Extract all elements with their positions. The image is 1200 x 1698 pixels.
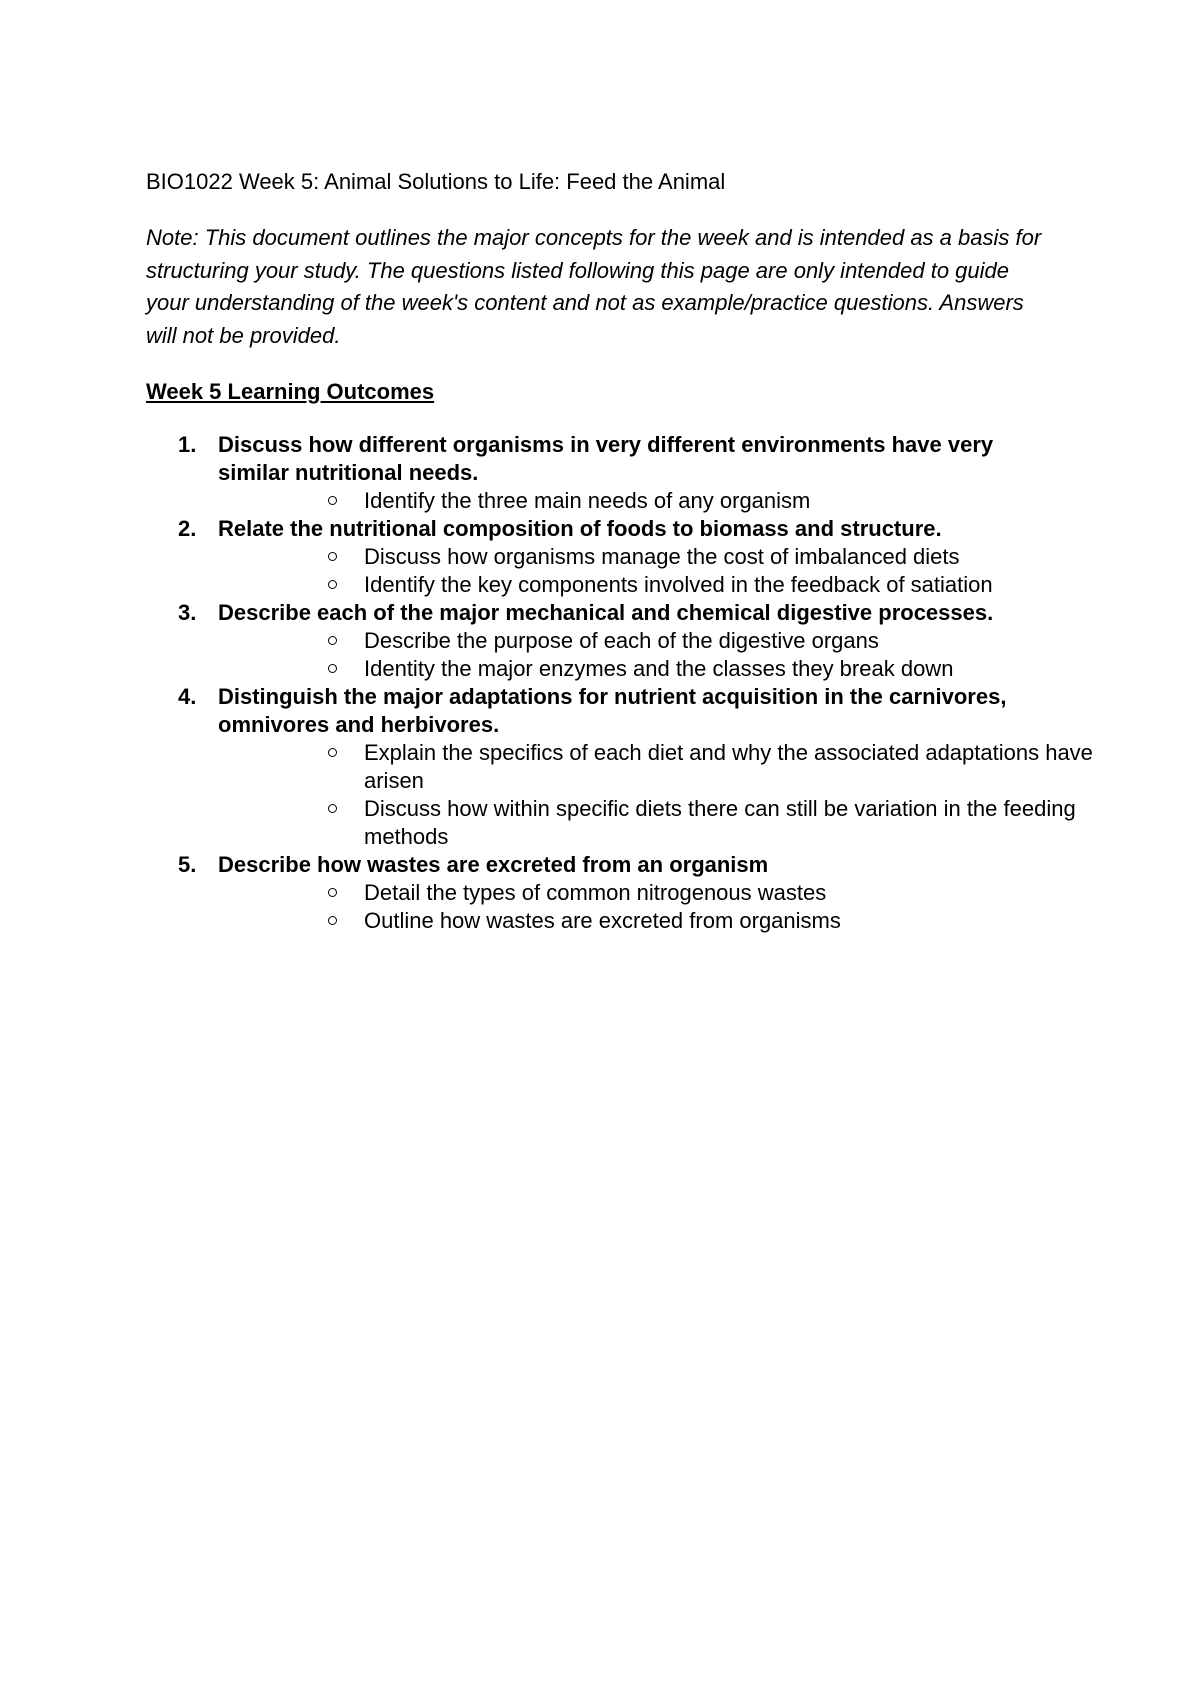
outcome-number: 2. xyxy=(178,516,197,541)
subpoint-item xyxy=(218,627,1046,655)
outcome-subpoints xyxy=(218,543,1046,599)
subpoint-item xyxy=(218,907,1046,935)
outcome-text: Describe how wastes are excreted from an organism xyxy=(218,852,769,877)
subpoint-item xyxy=(218,487,1046,515)
outcome-subpoints xyxy=(218,739,1093,851)
outcome-item xyxy=(146,599,1046,683)
outcome-item xyxy=(146,515,1046,599)
outcome-subpoints xyxy=(218,879,1046,935)
outcome-number: 5. xyxy=(178,852,197,877)
outcome-item xyxy=(146,683,1093,851)
outcome-subpoints xyxy=(218,487,1046,515)
subpoint-item xyxy=(218,655,1046,683)
hollow-circle-bullet-icon xyxy=(328,496,337,505)
subpoint-text: Identify the three main needs of any organism xyxy=(364,488,811,513)
subpoint-item xyxy=(218,739,1093,795)
learning-outcomes-heading: Week 5 Learning Outcomes xyxy=(146,379,435,404)
document-page xyxy=(146,168,1093,935)
outcome-text: Distinguish the major adaptations for nutrient acquisition in the carnivores, omnivores and herbivores. xyxy=(218,684,1007,737)
hollow-circle-bullet-icon xyxy=(328,748,337,757)
outcome-number: 1. xyxy=(178,432,197,457)
outcome-text: Discuss how different organisms in very different environments have very similar nutritional needs. xyxy=(218,432,994,485)
outcome-number: 4. xyxy=(178,684,197,709)
subpoint-text: Discuss how organisms manage the cost of imbalanced diets xyxy=(364,544,960,569)
subpoint-text: Identity the major enzymes and the classes they break down xyxy=(364,656,954,681)
outcome-text: Relate the nutritional composition of foods to biomass and structure. xyxy=(218,516,942,541)
hollow-circle-bullet-icon xyxy=(328,552,337,561)
document-title: BIO1022 Week 5: Animal Solutions to Life: Feed the Animal xyxy=(146,169,726,194)
hollow-circle-bullet-icon xyxy=(328,580,337,589)
subpoint-text: Describe the purpose of each of the digestive organs xyxy=(364,628,879,653)
subpoint-item xyxy=(218,879,1046,907)
outcome-text: Describe each of the major mechanical and chemical digestive processes. xyxy=(218,600,994,625)
subpoint-text: Detail the types of common nitrogenous wastes xyxy=(364,880,827,905)
hollow-circle-bullet-icon xyxy=(328,888,337,897)
hollow-circle-bullet-icon xyxy=(328,664,337,673)
subpoint-item xyxy=(218,795,1076,851)
subpoint-item xyxy=(218,543,1046,571)
hollow-circle-bullet-icon xyxy=(328,636,337,645)
outcome-item xyxy=(146,431,1046,515)
hollow-circle-bullet-icon xyxy=(328,804,337,813)
hollow-circle-bullet-icon xyxy=(328,916,337,925)
document-note: Note: This document outlines the major concepts for the week and is intended as a basis for structuring your study. The questions listed following this page are only intended to guide your understanding of the week's content and not as example/practice questions. Answers will not be provided. xyxy=(146,225,1042,348)
outcome-number: 3. xyxy=(178,600,197,625)
subpoint-text: Outline how wastes are excreted from organisms xyxy=(364,908,841,933)
subpoint-item xyxy=(218,571,1046,599)
subpoint-text: Identify the key components involved in the feedback of satiation xyxy=(364,572,993,597)
outcome-subpoints xyxy=(218,627,1046,683)
learning-outcomes-list xyxy=(146,431,1093,935)
subpoint-text: Discuss how within specific diets there can still be variation in the feeding methods xyxy=(364,796,1076,849)
outcome-item xyxy=(146,851,1046,935)
subpoint-text: Explain the specifics of each diet and why the associated adaptations have arisen xyxy=(364,740,1093,793)
